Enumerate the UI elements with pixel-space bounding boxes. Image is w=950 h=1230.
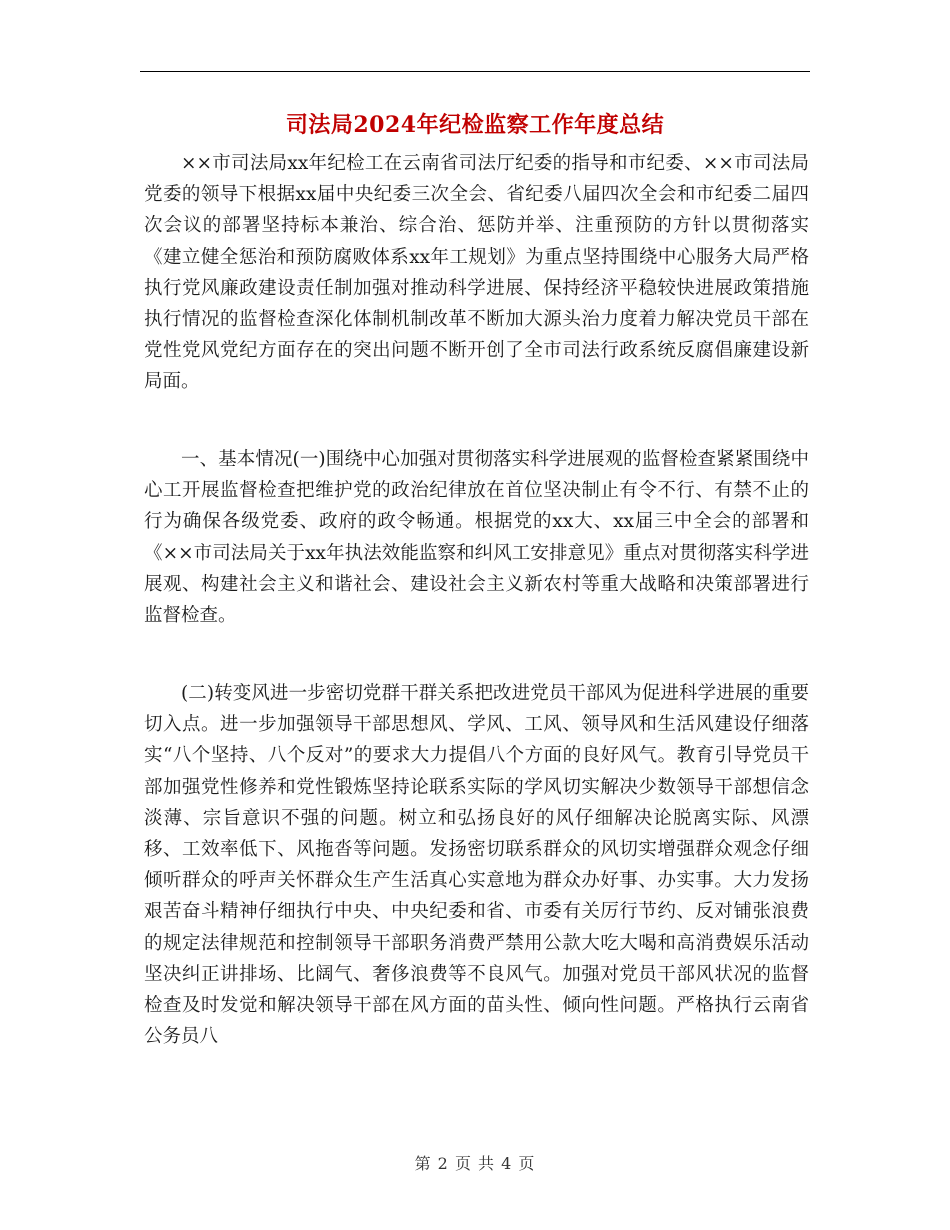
page-footer: 第 2 页 共 4 页 — [414, 1154, 536, 1173]
paragraph-intro: ××市司法局xx年纪检工在云南省司法厅纪委的指导和市纪委、××市司法局党委的领导下根据xx届中央纪委三次全会、省纪委八届四次全会和市纪委二届四次会议的部署坚持标本兼治、综合治、惩防并举、注重预防的方针以贯彻落实《建立健全惩治和预防腐败体系xx年工规划》为重点坚持围绕中心服务大局严格执行党风廉政建设责任制加强对推动科学进展、保持经济平稳较快进展政策措施执行情况的监督检查深化体制机制改革不断加大源头治力度着力解决党员干部在党性党风党纪方面存在的突出问题不断开创了全市司法行政系统反腐倡廉建设新局面。 — [144, 153, 809, 393]
header-rule — [140, 71, 810, 72]
document-title: 司法局2024年纪检监察工作年度总结 — [285, 112, 665, 138]
paragraph-basic-situation: 一、基本情况(一)围绕中心加强对贯彻落实科学进展观的监督检查紧紧围绕中心工开展监督检查把维护党的政治纪律放在首位坚决制止有令不行、有禁不止的行为确保各级党委、政府的政令畅通。根据党的xx大、xx届三中全会的部署和《××市司法局关于xx年执法效能监察和纠风工安排意见》重点对贯彻落实科学进展观、构建社会主义和谐社会、建设社会主义新农村等重大战略和决策部署进行监督检查。 — [144, 449, 809, 627]
paragraph-style-change: (二)转变风进一步密切党群干群关系把改进党员干部风为促进科学进展的重要切入点。进一步加强领导干部思想风、学风、工风、领导风和生活风建设仔细落实“八个坚持、八个反对”的要求大力提倡八个方面的良好风气。教育引导党员干部加强党性修养和党性锻炼坚持论联系实际的学风切实解决少数领导干部想信念淡薄、宗旨意识不强的问题。树立和弘扬良好的风仔细解决论脱离实际、风漂移、工效率低下、风拖沓等问题。发扬密切联系群众的风切实增强群众观念仔细倾听群众的呼声关怀群众生产生活真心实意地为群众办好事、办实事。大力发扬艰苦奋斗精神仔细执行中央、中央纪委和省、市委有关厉行节约、反对铺张浪费的规定法律规范和控制领导干部职务消费严禁用公款大吃大喝和高消费娱乐活动坚决纠正讲排场、比阔气、奢侈浪费等不良风气。加强对党员干部风状况的监督检查及时发觉和解决领导干部在风方面的苗头性、倾向性问题。严格执行云南省公务员八 — [144, 683, 809, 1048]
